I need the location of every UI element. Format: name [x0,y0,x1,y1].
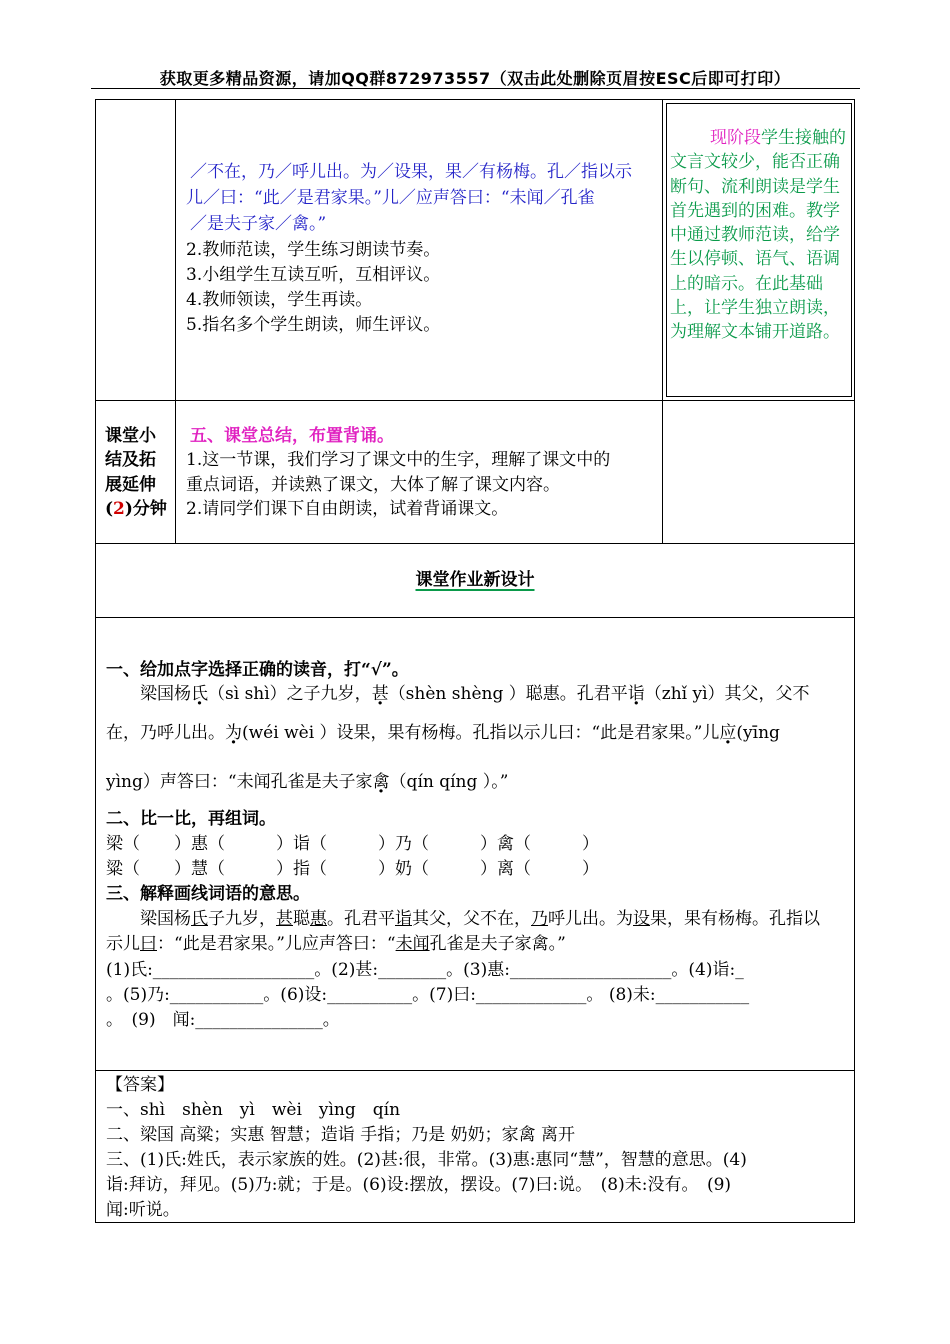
q3-passage-2: 示儿曰：“此是君家果。”儿应声答曰：“未闻孔雀是夫子家禽。” [106,934,566,954]
summary-label-2: 结及拓 [105,450,156,470]
q1-line-2: 在，乃呼儿出。为(wéi wèi ）设果，果有杨梅。孔指以示儿曰：“此是君家果。”儿应(yīng [106,723,780,743]
row-divider-4 [95,1070,855,1071]
answer-2: 二、梁国 高粱；实惠 智慧；造诣 手指；乃是 奶奶；家禽 离开 [106,1125,576,1145]
answer-4: 诣:拜访，拜见。(5)乃:就；于是。(6)设:摆放，摆设。(7)曰:说。 (8)未:没有。 (9) [106,1175,732,1195]
homework-title: 课堂作业新设计 [415,570,535,590]
note-highlight: 现阶段 [710,128,761,148]
row-divider-1 [95,400,855,401]
q1-line-1: 梁国杨氏（sì shì）之子九岁，甚（shèn shèng ）聪惠。孔君平诣（zhǐ yì）其父，父不 [140,684,810,704]
step-5: 5.指名多个学生朗读，师生评议。 [186,315,441,335]
answer-3: 三、(1)氏:姓氏，表示家族的姓。(2)甚:很，非常。(3)惠:惠同“慧”，智慧的意思。(4) [106,1150,747,1170]
step-4: 4.教师领读，学生再读。 [186,290,373,310]
reading-line-2: 儿／曰：“此／是君家果。”儿／应声答曰：“未闻／孔雀 [186,188,595,208]
summary-line-3: 2.请同学们课下自由朗读，试着背诵课文。 [186,499,509,519]
step-2: 2.教师范读，学生练习朗读节奏。 [186,240,441,260]
summary-label-1: 课堂小 [105,426,156,446]
q3-passage-1: 梁国杨氏子九岁，甚聪惠。孔君平诣其父，父不在，乃呼儿出。为设果，果有杨梅。孔指以 [140,909,820,929]
col-divider-1 [175,99,176,544]
header-divider [91,88,860,89]
q2-row-1: 梁（ ）惠（ ）诣（ ）乃（ ）禽（ ） [106,834,599,854]
summary-label-4: (2)分钟 [105,499,167,519]
answer-5: 闻:听说。 [106,1200,180,1220]
q2-row-2: 粱（ ）慧（ ）指（ ）奶（ ）离（ ） [106,859,599,879]
col-divider-2 [662,99,663,544]
summary-heading: 五、课堂总结，布置背诵。 [190,426,394,446]
reading-line-1: ／不在，乃／呼儿出。为／设果，果／有杨梅。孔／指以示 [190,162,632,182]
page-header: 获取更多精品资源，请加QQ群872973557（双击此处删除页眉按ESC后即可打印） [159,69,791,88]
q1-title: 一、给加点字选择正确的读音，打“√”。 [106,660,409,680]
row-divider-3 [95,617,855,618]
summary-line-2: 重点词语，并读熟了课文，大体了解了课文内容。 [186,475,560,495]
q1-line-3: yìng）声答曰：“未闻孔雀是夫子家禽（qín qíng ）。” [106,772,509,792]
q3-fill-1: (1)氏:___________________。(2)甚:________。(3)惠:___________________。(4)诣:_ [106,960,744,980]
answer-1: 一、shì shèn yì wèi yìng qín [106,1100,401,1120]
reading-line-3: ／是夫子家／禽。” [190,214,327,234]
q3-title: 三、解释画线词语的意思。 [106,884,310,904]
step-3: 3.小组学生互读互听，互相评议。 [186,265,441,285]
summary-line-1: 1.这一节课，我们学习了课文中的生字，理解了课文中的 [186,450,611,470]
note-text: 学生接触的文言文较少，能否正确断句、流利朗读是学生首先遇到的困难。教学中通过教师范读，给学生以停顿、语气、语调上的暗示。在此基础上，让学生独立朗读，为理解文本铺开道路。 [670,128,846,343]
summary-label-3: 展延伸 [105,475,156,495]
q3-fill-2: 。(5)乃:___________。(6)设:__________。(7)曰:_____________。 (8)未:___________ [106,985,750,1005]
design-note [670,126,850,345]
q3-fill-3: 。 (9) 闻:_______________。 [106,1010,340,1030]
q2-title: 二、比一比，再组词。 [106,809,276,829]
row-divider-2 [95,543,855,544]
answers-title: 【答案】 [106,1075,174,1095]
